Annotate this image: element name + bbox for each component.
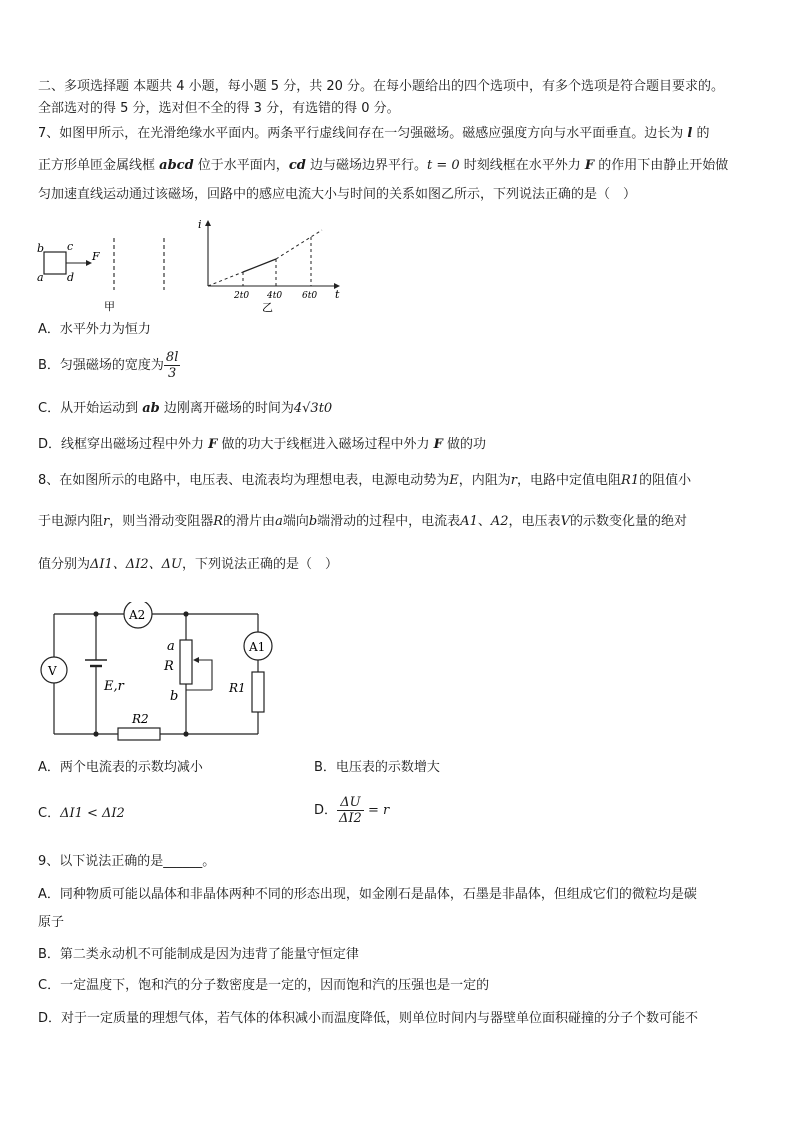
- junction-top-right: [183, 611, 188, 616]
- q9-option-c: C．一定温度下，饱和汽的分子数密度是一定的，因而饱和汽的压强也是一定的: [38, 978, 490, 993]
- square-coil: [44, 252, 66, 274]
- current-dashed-2: [276, 230, 322, 259]
- q8-option-d: D． $\frac{\Delta U}{\Delta I2}$ = r: [314, 795, 390, 826]
- q8-stem-line3: 值分别为ΔI1、ΔI2、ΔU，下列说法正确的是（ ）: [38, 557, 338, 572]
- q9-option-b: B．第二类永动机不可能制成是因为违背了能量守恒定律: [38, 947, 359, 962]
- q7-option-d: D．线框穿出磁场过程中外力 F 做的功大于线框进入磁场过程中外力 F 做的功: [38, 437, 487, 452]
- label-d: d: [67, 271, 75, 284]
- slider-arrow: [193, 657, 199, 663]
- junction-top-left: [93, 611, 98, 616]
- label-a: a: [37, 271, 44, 284]
- q8-option-a: A．两个电流表的示数均减小: [38, 760, 203, 775]
- q8-option-b: B．电压表的示数增大: [314, 760, 440, 775]
- tick-6t0: 6t0: [302, 291, 318, 301]
- label-V: V: [48, 664, 57, 678]
- q8-option-c: C．ΔI1 < ΔI2: [38, 806, 125, 821]
- label-c: c: [67, 240, 74, 253]
- label-b: b: [170, 689, 179, 704]
- q9-option-a-line1: A．同种物质可能以晶体和非晶体两种不同的形态出现，如金刚石是晶体，石墨是非晶体，但组成它们的微粒均是碳: [38, 887, 697, 902]
- label-R1: R1: [229, 681, 246, 695]
- q9-stem: 9、以下说法正确的是______。: [38, 854, 216, 869]
- q7-figure-yi: [196, 216, 346, 314]
- axis-i-arrow: [205, 220, 211, 226]
- tick-4t0: 4t0: [267, 291, 283, 301]
- label-a: a: [167, 639, 175, 654]
- q8-circuit-diagram: [36, 602, 282, 744]
- current-solid: [243, 259, 276, 272]
- q7-option-b: B．匀强磁场的宽度为 $\frac{8l}{3}$: [38, 350, 179, 381]
- label-A1: A1: [249, 640, 266, 654]
- q7-stem-line2: 正方形单匝金属线框 abcd 位于水平面内，cd 边与磁场边界平行。t = 0 时刻线框在水平外力 F 的作用下由静止开始做: [38, 158, 729, 173]
- resistor-R2: [118, 728, 160, 740]
- q7-stem-line1: 7、如图甲所示，在光滑绝缘水平面内。两条平行虚线间存在一匀强磁场。磁感应强度方向与水平面垂直。边长为 l 的: [38, 126, 710, 141]
- junction-bottom-left: [93, 731, 98, 736]
- label-i: i: [198, 218, 202, 231]
- q7-stem-line3: 匀加速直线运动通过该磁场，回路中的感应电流大小与时间的关系如图乙所示，下列说法正确的是（ ）: [38, 187, 637, 202]
- rheostat-R: [180, 640, 192, 684]
- label-R: R: [164, 659, 174, 674]
- q8-stem-line2: 于电源内阻r，则当滑动变阻器R的滑片由a端向b端滑动的过程中，电流表A1、A2，电压表V的示数变化量的绝对: [38, 514, 687, 529]
- label-A2: A2: [129, 608, 146, 622]
- current-dashed-1: [208, 272, 243, 286]
- slider-wire: [194, 660, 212, 690]
- section-header-line1: 二、多项选择题 本题共 4 小题，每小题 5 分，共 20 分。在每小题给出的四个选项中，有多个选项是符合题目要求的。: [38, 79, 725, 94]
- tick-2t0: 2t0: [234, 291, 250, 301]
- q8-stem-line1: 8、在如图所示的电路中，电压表、电流表均为理想电表，电源电动势为E，内阻为r，电路中定值电阻R1的阻值小: [38, 473, 692, 488]
- caption-jia: 甲: [104, 300, 115, 313]
- label-t: t: [335, 288, 340, 301]
- caption-yi: 乙: [262, 301, 273, 314]
- label-R2: R2: [132, 712, 149, 726]
- q7-figure-jia: [34, 232, 184, 314]
- q9-option-d: D．对于一定质量的理想气体，若气体的体积减小而温度降低，则单位时间内与器壁单位面积碰撞的分子个数可能不: [38, 1011, 699, 1026]
- resistor-R1: [252, 672, 264, 712]
- q7-option-a: A．水平外力为恒力: [38, 322, 151, 337]
- junction-bottom-right: [183, 731, 188, 736]
- section-header-line2: 全部选对的得 5 分，选对但不全的得 3 分，有选错的得 0 分。: [38, 101, 400, 116]
- label-Er: E,r: [104, 679, 124, 694]
- q7-option-c: C．从开始运动到 ab 边刚离开磁场的时间为4√3t0: [38, 401, 333, 416]
- label-F: F: [92, 250, 100, 263]
- label-b: b: [37, 242, 45, 255]
- q9-option-a-line2: 原子: [38, 915, 65, 930]
